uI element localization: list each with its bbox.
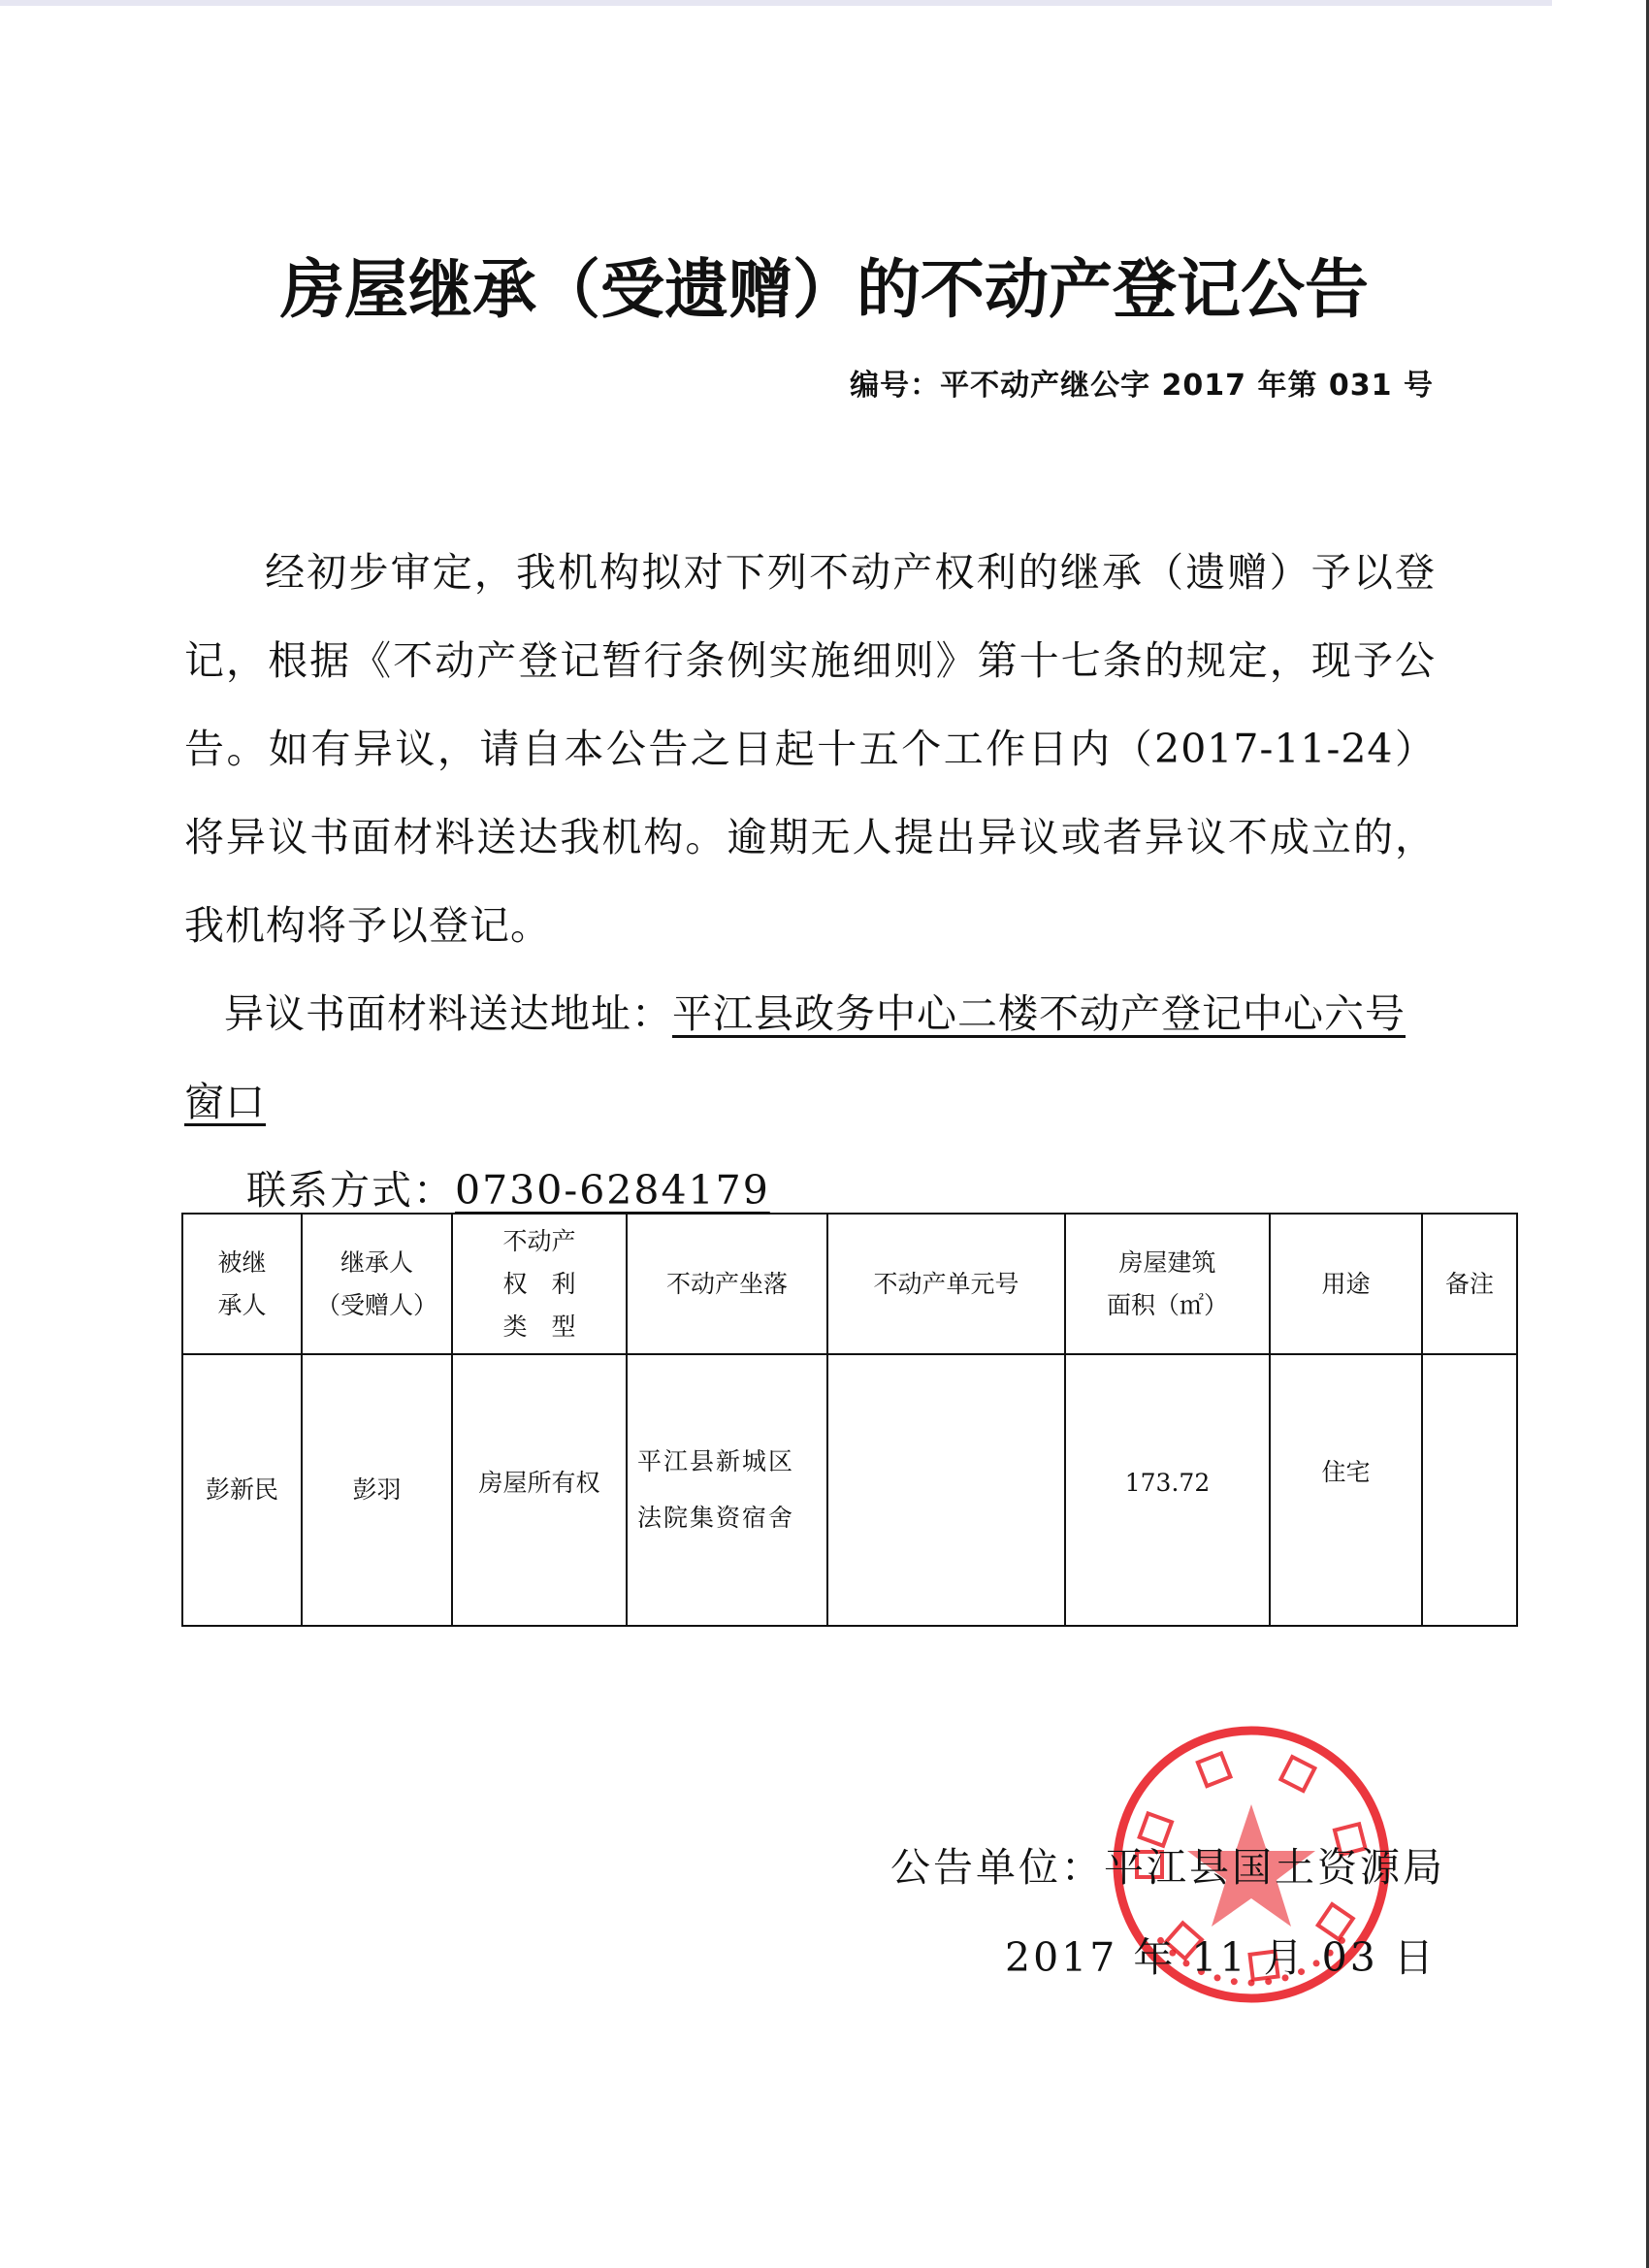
cell-area: 173.72 [1065, 1354, 1270, 1626]
header-heir: 继承人 （受赠人） [302, 1214, 452, 1354]
table-header-row [182, 1214, 1517, 1354]
issuer-line [890, 1835, 1445, 1893]
address-label: 异议书面材料送达地址： [224, 990, 672, 1037]
address-value: 平江县政务中心二楼不动产登记中心六号窗口 [184, 990, 1406, 1125]
body-paragraph [184, 529, 1436, 970]
contact-label: 联系方式： [246, 1167, 455, 1214]
registration-table [181, 1213, 1518, 1627]
header-area: 房屋建筑 面积（㎡） [1065, 1214, 1270, 1354]
seal-glyph-mark [1198, 1753, 1231, 1786]
cell-heir: 彭羽 [302, 1354, 452, 1626]
header-unit-no: 不动产单元号 [827, 1214, 1065, 1354]
cell-location: 平江县新城区 法院集资宿舍 [627, 1354, 827, 1626]
cell-right-type: 房屋所有权 [452, 1354, 627, 1626]
header-right-type: 不动产 权 利 类 型 [452, 1214, 627, 1354]
body-text: 经初步审定，我机构拟对下列不动产权利的继承（遗赠）予以登记，根据《不动产登记暂行条例实施细则》第十七条的规定，现予公告。如有异议，请自本公告之日起十五个工作日内（2017-11-24）将异议书面材料送达我机构。逾期无人提出异议或者异议不成立的，我机构将予以登记。 [184, 549, 1436, 949]
cell-decedent: 彭新民 [182, 1354, 302, 1626]
objection-address [184, 970, 1436, 1147]
issuer-label: 公告单位： [890, 1844, 1104, 1891]
seal-glyph-mark [1280, 1757, 1314, 1791]
header-location: 不动产坐落 [627, 1214, 827, 1354]
issuer-name: 平江县国土资源局 [1104, 1844, 1445, 1891]
cell-usage: 住宅 [1270, 1354, 1422, 1626]
header-usage: 用途 [1270, 1214, 1422, 1354]
header-decedent: 被继 承人 [182, 1214, 302, 1354]
scan-edge-top [0, 0, 1552, 6]
contact-phone: 0730-6284179 [455, 1167, 770, 1214]
cell-remarks [1422, 1354, 1517, 1626]
header-remarks: 备注 [1422, 1214, 1517, 1354]
issue-date: 2017 年 11 月 03 日 [1005, 1934, 1437, 1981]
table-row [182, 1354, 1517, 1626]
page-title: 房屋继承（受遗赠）的不动产登记公告 [280, 252, 1369, 327]
cell-unit-no [827, 1354, 1065, 1626]
body-flow [184, 529, 1436, 1235]
document-number: 编号：平不动产继公字 2017 年第 031 号 [850, 369, 1434, 403]
